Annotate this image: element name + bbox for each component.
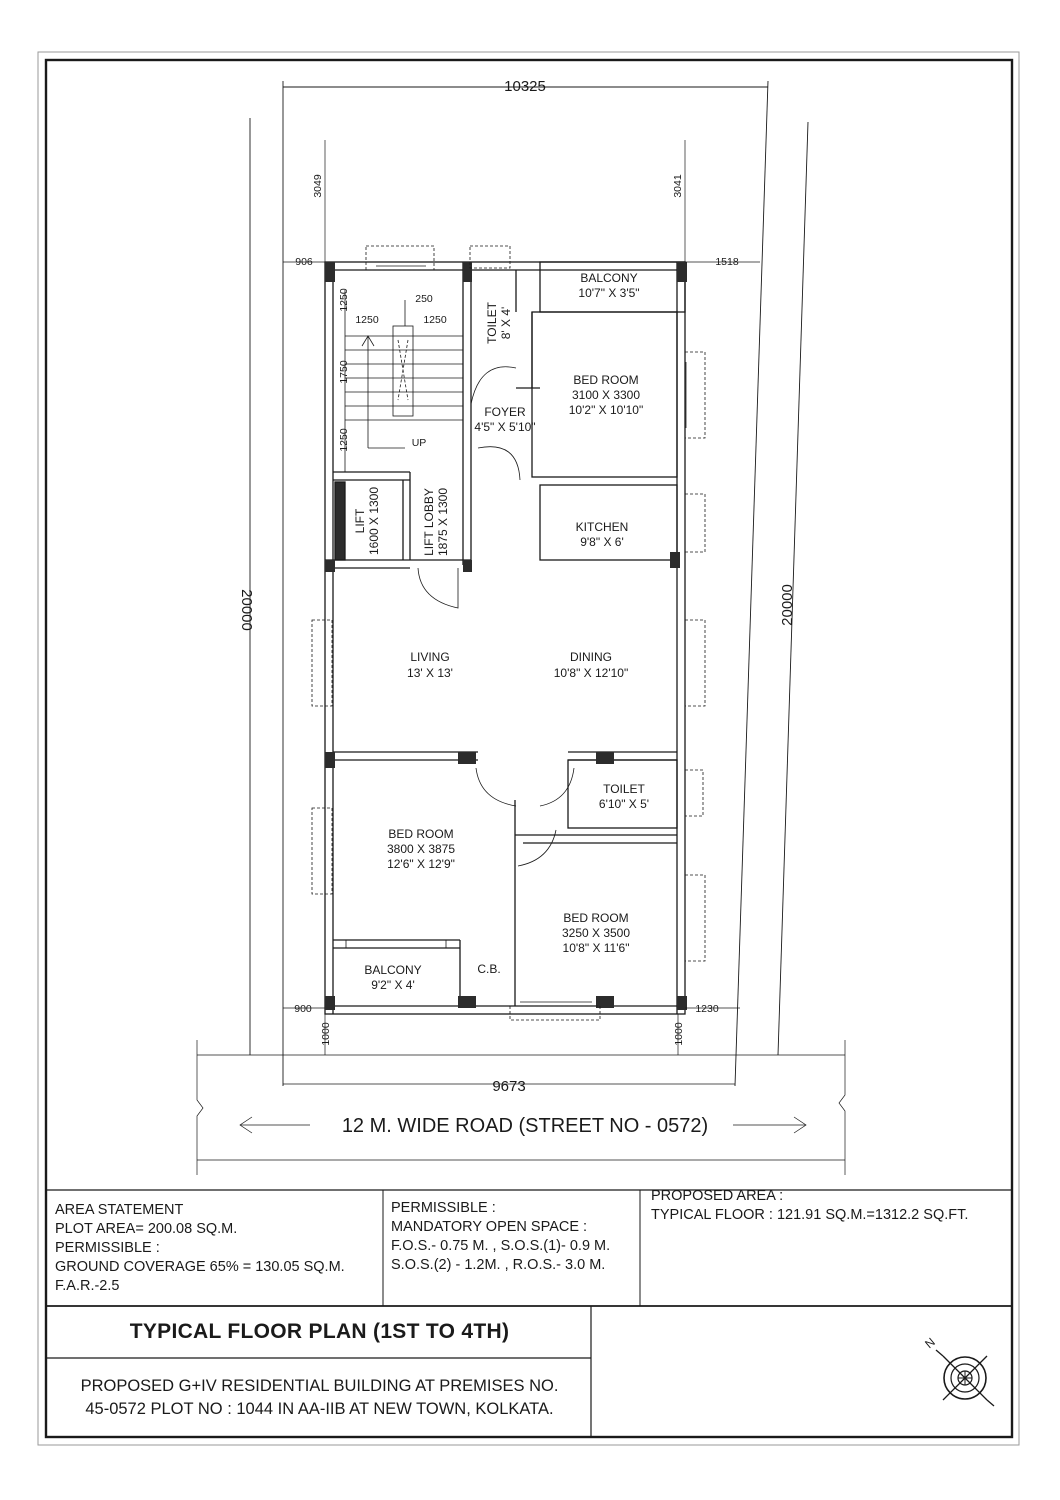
- room-size: 1875 X 1300: [436, 487, 450, 557]
- stair-dim-label: 1250: [338, 428, 350, 452]
- room-name: TOILET: [485, 302, 499, 344]
- proposed-area-line: TYPICAL FLOOR : 121.91 SQ.M.=1312.2 SQ.FT.: [651, 1207, 969, 1223]
- dim-left-depth: 20000: [238, 589, 255, 631]
- room-name: DINING: [570, 650, 612, 664]
- room-metric: 3800 X 3875: [386, 842, 456, 856]
- area-statement-line: F.A.R.-2.5: [55, 1278, 120, 1294]
- room-size: 13' X 13': [407, 666, 453, 680]
- permissible-line: PERMISSIBLE :: [391, 1200, 496, 1216]
- room-name: BED ROOM: [388, 827, 454, 841]
- project-description-line2: 45-0572 PLOT NO : 1044 IN AA-IIB AT NEW TOWN, KOLKATA.: [85, 1400, 554, 1418]
- compass-north-label: N: [922, 1334, 938, 1352]
- permissible-line: S.O.S.(2) - 1.2M. , R.O.S.- 3.0 M.: [391, 1257, 606, 1273]
- room-size: 8' X 4': [499, 306, 513, 340]
- stair-up-label: UP: [411, 437, 427, 449]
- room-dining: [554, 650, 629, 680]
- room-name: BALCONY: [580, 271, 638, 285]
- road-label: 12 M. WIDE ROAD (STREET NO - 0572): [341, 1115, 709, 1137]
- room-size: 10'2" X 10'10": [568, 403, 644, 417]
- room-toilet-top: [485, 301, 513, 343]
- room-bedroom-left: [387, 827, 455, 871]
- room-toilet-mid: [599, 782, 649, 811]
- room-kitchen: [576, 520, 629, 549]
- room-name: FOYER: [484, 405, 526, 419]
- stair-dim-label: 250: [415, 293, 433, 305]
- dim-top-right-setback: 3041: [672, 174, 684, 198]
- room-size: 9'2" X 4': [371, 978, 415, 992]
- dim-bottom-width: 9673: [492, 1078, 526, 1095]
- room-living: [407, 650, 453, 680]
- room-name: LIVING: [410, 650, 450, 664]
- room-lift-lobby: [422, 488, 450, 556]
- dim-top-width: 10325: [504, 78, 546, 95]
- room-name: KITCHEN: [575, 520, 629, 534]
- area-statement-line: GROUND COVERAGE 65% = 130.05 SQ.M.: [55, 1259, 345, 1275]
- dim-front-right-setback: 1000: [673, 1022, 685, 1046]
- room-name: LIFT: [353, 508, 367, 534]
- room-size: 1600 X 1300: [367, 486, 381, 556]
- room-bedroom-right: [562, 911, 630, 955]
- room-size: 10'8" X 11'6": [562, 941, 630, 955]
- project-description-line1: PROPOSED G+IV RESIDENTIAL BUILDING AT PREMISES NO.: [80, 1377, 559, 1395]
- proposed-area-line: PROPOSED AREA :: [651, 1188, 784, 1204]
- room-balcony-bottom: [364, 963, 421, 992]
- permissible-line: F.O.S.- 0.75 M. , S.O.S.(1)- 0.9 M.: [391, 1238, 611, 1254]
- room-name: LIFT LOBBY: [422, 488, 436, 556]
- dim-right-top-offset: 1518: [715, 256, 739, 268]
- proposed-area-block: [651, 1187, 968, 1225]
- room-name: BED ROOM: [563, 911, 629, 925]
- room-name: TOILET: [603, 782, 645, 796]
- stair-dim-label: 1750: [338, 360, 350, 384]
- stair-dim-label: 1250: [338, 288, 350, 312]
- area-statement-line: PERMISSIBLE :: [55, 1240, 160, 1256]
- dim-right-bottom-offset: 1230: [695, 1003, 719, 1015]
- area-statement-line: AREA STATEMENT: [55, 1202, 184, 1218]
- room-cb: C.B.: [477, 962, 501, 976]
- plot-boundary: [250, 81, 808, 1086]
- area-statement: [55, 1201, 345, 1296]
- room-lift: [353, 487, 381, 555]
- room-foyer: [474, 405, 535, 434]
- dim-left-bottom-offset: 900: [294, 1003, 312, 1015]
- room-bedroom-top: [569, 373, 644, 417]
- room-size: 12'6" X 12'9": [387, 857, 455, 871]
- room-name: BALCONY: [364, 963, 422, 977]
- dim-front-left-setback: 1000: [320, 1022, 332, 1046]
- room-metric: 3100 X 3300: [571, 388, 641, 402]
- room-size: 10'8" X 12'10": [553, 666, 629, 680]
- room-size: 10'7" X 3'5": [578, 286, 640, 300]
- windows: [312, 246, 705, 1020]
- room-metric: 3250 X 3500: [561, 926, 631, 940]
- drawing-title: TYPICAL FLOOR PLAN (1ST TO 4TH): [129, 1320, 510, 1343]
- project-description: [48, 1362, 591, 1434]
- room-balcony-top: [578, 271, 639, 300]
- permissible-block: [391, 1199, 610, 1275]
- door-swings: [418, 367, 574, 866]
- stair-dim-label: 1250: [355, 314, 379, 326]
- room-name: BED ROOM: [573, 373, 639, 387]
- room-size: 6'10" X 5': [598, 797, 650, 811]
- permissible-line: MANDATORY OPEN SPACE :: [391, 1219, 588, 1235]
- dim-left-top-offset: 906: [295, 256, 313, 268]
- dim-top-left-setback: 3049: [312, 174, 324, 198]
- room-size: 9'8" X 6': [580, 535, 624, 549]
- north-compass-icon: [936, 1350, 994, 1406]
- dim-right-depth: 20000: [779, 584, 796, 626]
- room-size: 4'5" X 5'10": [474, 420, 536, 434]
- stair-dim-label: 1250: [423, 314, 447, 326]
- area-statement-line: PLOT AREA= 200.08 SQ.M.: [55, 1221, 238, 1237]
